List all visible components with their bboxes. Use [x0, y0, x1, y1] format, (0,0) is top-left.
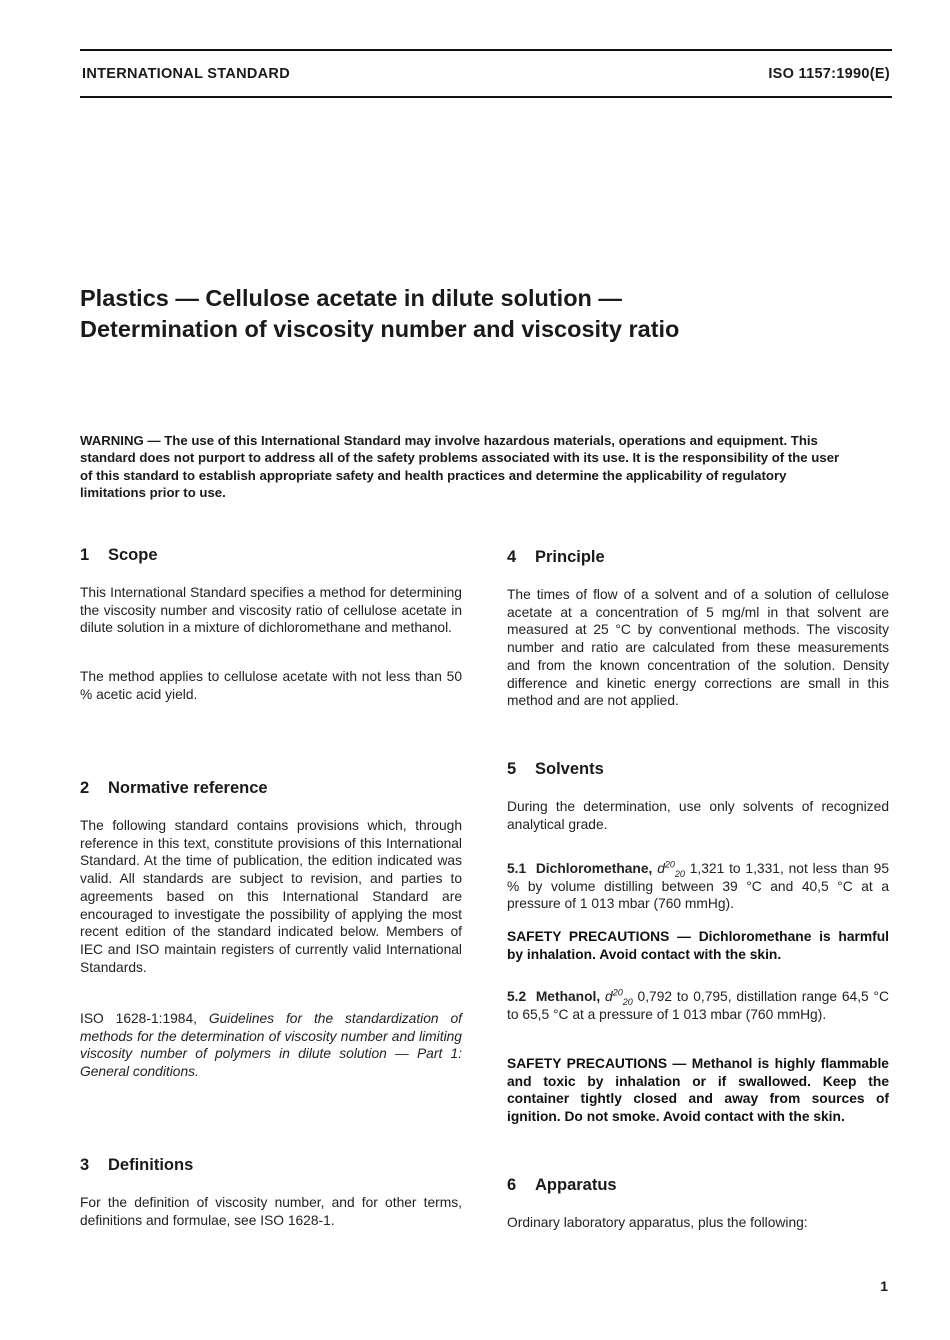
- title-line-2: Determination of viscosity number and viscosity ratio: [80, 316, 680, 342]
- section-title: Principle: [535, 548, 605, 566]
- safety-precautions-2: [507, 1055, 889, 1126]
- reference-id: ISO 1628-1:1984,: [80, 1011, 197, 1026]
- warning-notice: WARNING — The use of this International Standard may involve hazardous materials, operations and equipment. This standard does not purport to address all of the safety problems associated with its use. It is the responsibility of the user of this standard to establish appropriate safety and health practices and determine the applicability of regulatory limitations prior to use.: [80, 433, 840, 500]
- scope-paragraph-2: The method applies to cellulose acetate with not less than 50 % acetic acid yield.: [80, 669, 462, 702]
- safety-label: SAFETY PRECAUTIONS —: [507, 1056, 687, 1071]
- section-title: Definitions: [108, 1156, 194, 1174]
- normative-reference-entry: [80, 1010, 462, 1081]
- scope-paragraph-1: This International Standard specifies a method for determining the viscosity number and viscosity ratio of cellulose acetate in dilute solution in a mixture of dichloromethane and methanol.: [80, 585, 462, 636]
- density-symbol: $d^{20}_{20}$: [657, 859, 685, 879]
- safety-precautions-1: [507, 928, 889, 963]
- subclause-5-1: [507, 860, 889, 913]
- subclause-number: 5.2: [507, 989, 527, 1004]
- title-line-1: Plastics — Cellulose acetate in dilute solution —: [80, 285, 622, 311]
- section-number: 1: [80, 546, 90, 564]
- reference-title: Guidelines for the standardization of methods for the determination of viscosity number and limiting viscosity number of polymers in dilute solution — Part 1: General conditions.: [80, 1011, 462, 1080]
- section-title: Scope: [108, 546, 158, 564]
- section-number: 5: [507, 760, 517, 778]
- subclause-5-2: [507, 988, 889, 1023]
- section-title: Apparatus: [535, 1176, 617, 1194]
- definitions-paragraph: For the definition of viscosity number, and for other terms, definitions and formulae, see ISO 1628-1.: [80, 1195, 462, 1228]
- substance-spec: 0,792 to 0,795, distillation range 64,5 °C to 65,5 °C at a pressure of 1 013 mbar (760 mmHg).: [507, 989, 889, 1022]
- section-5-heading: [507, 760, 604, 779]
- density-symbol: $d^{20}_{20}$: [605, 987, 633, 1007]
- safety-label: SAFETY PRECAUTIONS —: [507, 929, 691, 944]
- section-4-heading: [507, 548, 605, 567]
- section-number: 3: [80, 1156, 90, 1174]
- section-number: 6: [507, 1176, 517, 1194]
- apparatus-paragraph: Ordinary laboratory apparatus, plus the following:: [507, 1215, 808, 1230]
- subclause-number: 5.1: [507, 861, 527, 876]
- safety-text: Dichloromethane is harmful by inhalation. Avoid contact with the skin.: [507, 929, 889, 962]
- header-left: INTERNATIONAL STANDARD: [82, 66, 290, 82]
- substance-name: Methanol,: [535, 989, 601, 1004]
- document-title: [80, 283, 900, 345]
- page-number: 1: [880, 1278, 888, 1294]
- solvents-paragraph: During the determination, use only solvents of recognized analytical grade.: [507, 799, 889, 832]
- section-title: Normative reference: [108, 779, 268, 797]
- section-3-heading: [80, 1156, 193, 1175]
- header-right: ISO 1157:1990(E): [768, 66, 890, 82]
- section-title: Solvents: [535, 760, 604, 778]
- section-number: 2: [80, 779, 90, 797]
- substance-name: Dichloromethane,: [535, 861, 653, 876]
- section-2-heading: [80, 779, 268, 798]
- section-6-heading: [507, 1176, 617, 1195]
- header-bottom-rule: [80, 96, 892, 98]
- principle-paragraph: The times of flow of a solvent and of a solution of cellulose acetate at a concentration of 5 mg/ml in that solvent are measured at 25 °C by conventional methods. The viscosity number and ratio are calculated from these measurements and from the known concentration of the solution. Density difference and kinetic energy corrections are small in this method and are not applied.: [507, 587, 889, 709]
- section-number: 4: [507, 548, 517, 566]
- normative-paragraph: The following standard contains provisions which, through reference in this text, constitute provisions of this International Standard. At the time of publication, the edition indicated was valid. All standards are subject to revision, and parties to agreements based on this International Standard are encouraged to investigate the possibility of applying the most recent edition of the standard indicated below. Members of IEC and ISO maintain registers of currently valid International Standards.: [80, 818, 462, 975]
- header-top-rule: [80, 49, 892, 51]
- safety-text: Methanol is highly flammable and toxic by inhalation or if swallowed. Keep the container tightly closed and away from sources of ignition. Do not smoke. Avoid contact with the skin.: [507, 1056, 889, 1125]
- substance-spec: 1,321 to 1,331, not less than 95 % by volume distilling between 39 °C and 40,5 °C at a pressure of 1 013 mbar (760 mmHg).: [507, 861, 889, 912]
- section-1-heading: [80, 546, 158, 565]
